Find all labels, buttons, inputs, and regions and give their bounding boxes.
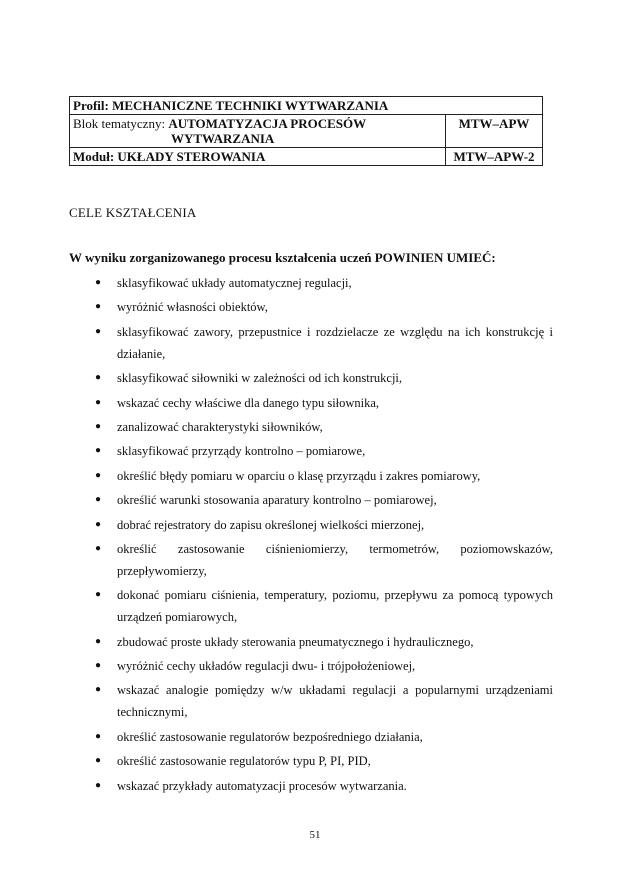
module-header-table (69, 96, 543, 166)
goal-text: zbudować proste układy sterowania pneumatycznego i hydraulicznego, (117, 634, 474, 649)
bullet-icon: ● (95, 445, 102, 457)
bullet-icon: ● (95, 635, 102, 647)
goal-text: sklasyfikować układy automatycznej regulacji, (117, 276, 352, 290)
list-item (95, 489, 553, 511)
list-item (95, 416, 553, 438)
block-label: Blok tematyczny: (73, 116, 169, 131)
list-item (95, 272, 553, 294)
bullet-icon: ● (95, 589, 102, 601)
bullet-icon: ● (95, 542, 102, 554)
module-code: MTW–APW-2 (446, 148, 543, 166)
list-item (95, 296, 553, 318)
goal-text: sklasyfikować przyrządy kontrolno – pomiarowe, (117, 444, 366, 459)
bullet-icon: ● (95, 277, 102, 288)
bullet-icon: ● (95, 755, 102, 767)
bullet-icon: ● (95, 518, 102, 530)
list-item (95, 538, 553, 582)
list-item (95, 465, 553, 487)
list-item (95, 775, 553, 797)
bullet-icon: ● (95, 779, 102, 791)
bullet-icon: ● (95, 372, 102, 384)
block-code: MTW–APW (446, 115, 543, 148)
block-title-line1: AUTOMATYZACJA PROCESÓW (168, 116, 367, 131)
module-cell: Moduł: UKŁADY STEROWANIA (70, 148, 446, 166)
block-cell (70, 115, 446, 148)
goal-text: dobrać rejestratory do zapisu określonej wielkości mierzonej, (117, 517, 425, 532)
goal-text: określić zastosowanie regulatorów bezpośredniego działania, (117, 729, 423, 744)
list-item (95, 321, 553, 365)
goals-list (95, 272, 553, 799)
bullet-icon: ● (95, 494, 102, 506)
bullet-icon: ● (95, 469, 102, 481)
intro-text: W wyniku zorganizowanego procesu kształcenia uczeń POWINIEN UMIEĆ: (69, 250, 496, 265)
bullet-icon: ● (95, 660, 102, 672)
module-row (70, 148, 543, 166)
list-item (95, 584, 553, 628)
bullet-icon: ● (95, 684, 102, 696)
list-item (95, 440, 553, 462)
goal-text: wskazać cechy właściwe dla danego typu siłownika, (117, 395, 380, 410)
bullet-icon: ● (95, 325, 102, 337)
goal-text: określić zastosowanie regulatorów typu P, PI, PID, (117, 754, 371, 769)
block-title-line2: WYTWARZANIA (171, 131, 275, 146)
list-item (95, 655, 553, 677)
goal-text: wyróżnić cechy układów regulacji dwu- i trójpołożeniowej, (117, 659, 416, 674)
goal-text: dokonać pomiaru ciśnienia, temperatury, poziomu, przepływu za pomocą typowych urządzeń pomiarowych, (117, 588, 553, 625)
bullet-icon: ● (95, 396, 102, 408)
goal-text: wskazać analogie pomiędzy w/w układami regulacji a popularnymi urządzeniami technicznymi, (117, 683, 553, 720)
goal-text: określić zastosowanie ciśnieniomierzy, termometrów, poziomowskazów, przepływomierzy, (117, 541, 553, 578)
list-item (95, 726, 553, 748)
list-item (95, 367, 553, 389)
page-number: 51 (309, 829, 321, 841)
bullet-icon: ● (95, 420, 102, 432)
list-item (95, 631, 553, 653)
list-item (95, 514, 553, 536)
list-item (95, 392, 553, 414)
goal-text: wyróżnić własności obiektów, (117, 300, 268, 315)
list-item (95, 679, 553, 723)
profile-row (70, 97, 543, 115)
goal-text: zanalizować charakterystyki siłowników, (117, 419, 323, 434)
bullet-icon: ● (95, 301, 102, 313)
profile-cell: Profil: MECHANICZNE TECHNIKI WYTWARZANIA (70, 97, 543, 115)
goal-text: sklasyfikować zawory, przepustnice i rozdzielacze ze względu na ich konstrukcję i działanie, (117, 324, 553, 361)
goal-text: określić warunki stosowania aparatury kontrolno – pomiarowej, (117, 493, 437, 508)
goal-text: określić błędy pomiaru w oparciu o klasę przyrządu i zakres pomiarowy, (117, 468, 481, 483)
block-row (70, 115, 543, 148)
bullet-icon: ● (95, 730, 102, 742)
list-item (95, 750, 553, 772)
goal-text: wskazać przykłady automatyzacji procesów wytwarzania. (117, 778, 407, 793)
section-title: CELE KSZTAŁCENIA (69, 205, 197, 220)
goal-text: sklasyfikować siłowniki w zależności od ich konstrukcji, (117, 371, 403, 386)
